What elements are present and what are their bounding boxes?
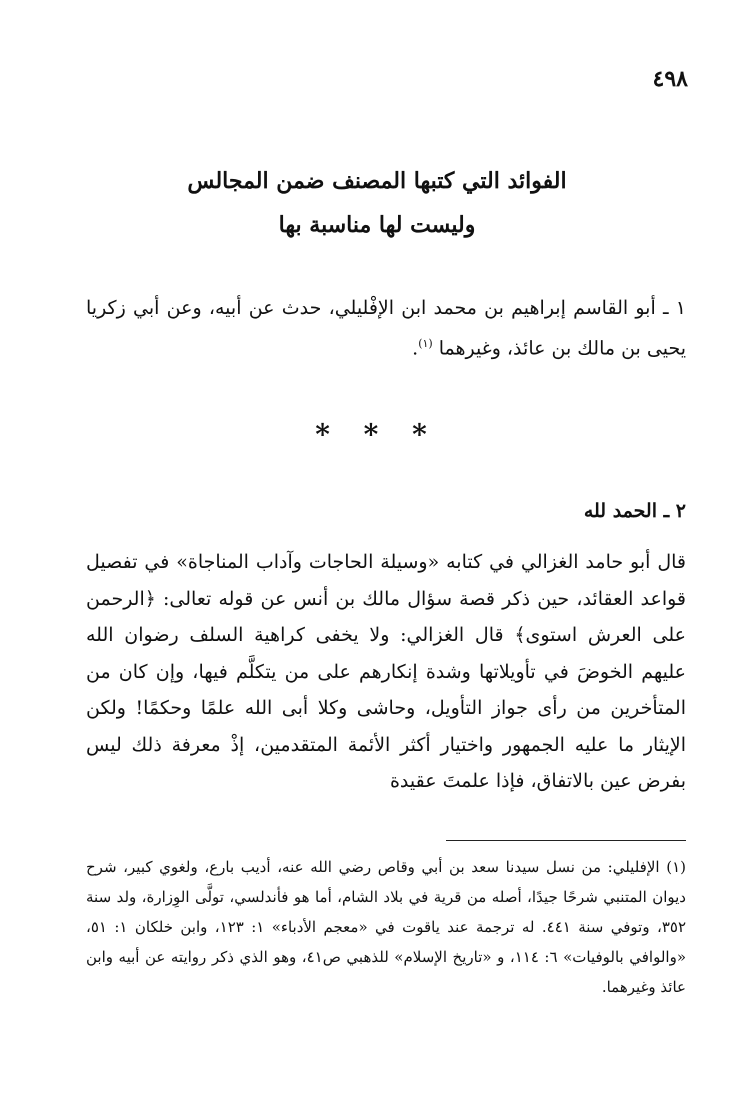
footnote-marker: (١) [418, 337, 433, 350]
section-title-line-2: وليست لها مناسبة بها [278, 212, 476, 238]
section-separator: * * * [315, 418, 439, 451]
page-number: ٤٩٨ [652, 66, 688, 92]
entry-1-end: . [412, 337, 419, 360]
footnote: (١) الإفليلي: من نسل سيدنا سعد بن أبي وقاص رضي الله عنه، أديب بارع، ولغوي كبير، شرح ديوان المتنبي شرحًا جيدًا، أصله من قرية في بلاد الشام، أما هو فأندلسي، تولَّى الوِزارة، ولد سنة ٣٥٢، وتوفي سنة ٤٤١. له ترجمة عند ياقوت في «معجم الأدباء» ١: ١٢٣، وابن خلكان ١: ٥١، «والوافي بالوفيات» ٦: ١١٤، و «تاريخ الإسلام» للذهبي ص٤١، وهو الذي ذكر روايته عن أبيه وابن عائذ وغيرهما. [86, 858, 686, 996]
footnote-divider [446, 840, 686, 841]
entry-1-text: ١ ـ أبو القاسم إبراهيم بن محمد ابن الإفْليلي، حدث عن أبيه، وعن أبي زكريا يحيى بن مالك بن عائذ، وغيرهما [86, 297, 686, 360]
entry-2-paragraph: قال أبو حامد الغزالي في كتابه «وسيلة الحاجات وآداب المناجاة» في تفصيل قواعد العقائد، حين ذكر قصة سؤال مالك بن أنس عن قوله تعالى: ﴿الرحمن على العرش استوى﴾ قال الغزالي: ولا يخفى كراهية السلف رضوان الله عليهم الخوضَ في تأويلاتها وشدة إنكارهم على من يتكلَّم فيها، وإن كان من المتأخرين من رأى جواز التأويل، وحاشى وكلا أبى الله علمًا وحكمًا! ولكن الإيثار ما عليه الجمهور واختيار أكثر الأئمة المتقدمين، إذْ معرفة ذلك ليس بفرض عين بالاتفاق، فإذا علمتَ عقيدة [86, 551, 686, 792]
entry-2-heading: ٢ ـ الحمد لله [583, 500, 686, 522]
entry-1-paragraph [86, 290, 686, 366]
section-title-line-1: الفوائد التي كتبها المصنف ضمن المجالس [187, 168, 567, 194]
